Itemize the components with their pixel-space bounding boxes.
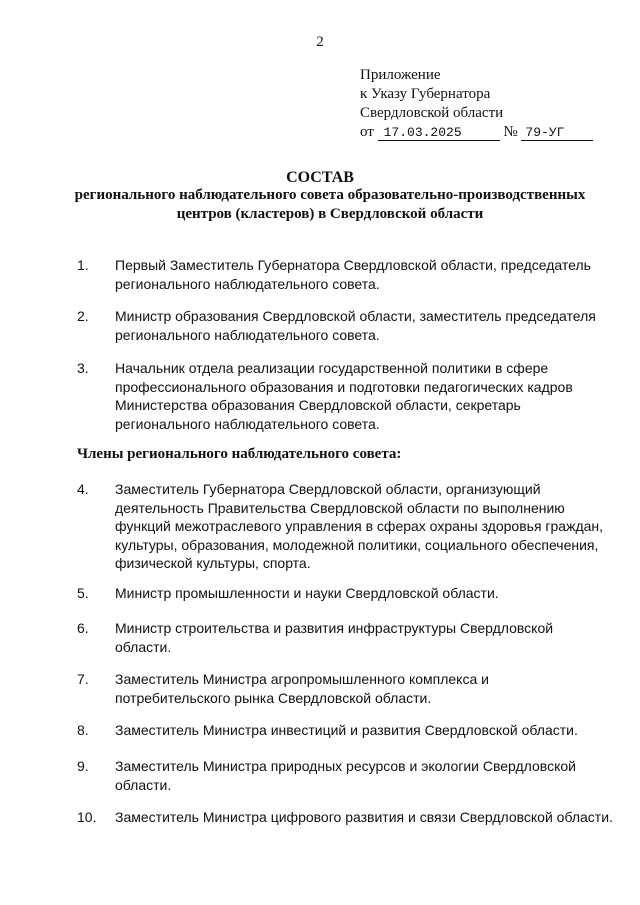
list-item-number: 4. bbox=[77, 481, 89, 497]
document-subtitle: регионального наблюдательного совета образовательно-производственных центров (кластеров) в Свердловской области bbox=[74, 187, 586, 222]
list-item-number: 5. bbox=[77, 585, 89, 601]
appendix-line-3: Свердловской области bbox=[360, 105, 504, 121]
list-item-text: Заместитель Губернатора Свердловской области, организующий деятельность Правительства Свердловской области по выполнению функций межотраслевого управления в сферах охраны здоровья граждан, культуры, образования, молодежной политики, социального обеспечения, физической культуры, спорта. bbox=[115, 481, 604, 571]
list-item-number: 7. bbox=[77, 671, 89, 687]
list-item-number: 9. bbox=[77, 758, 89, 774]
list-item-text: Начальник отдела реализации государственной политики в сфере профессионального образования и подготовки педагогических кадров Министерства образования Свердловской области, секретарь регионального наблюдательного совета. bbox=[115, 360, 573, 432]
appendix-line-2: к Указу Губернатора bbox=[360, 86, 491, 102]
list-item-text: Министр образования Свердловской области, заместитель председателя регионального наблюдательного совета. bbox=[115, 308, 596, 343]
list-item-text: Заместитель Министра инвестиций и развития Свердловской области. bbox=[115, 722, 578, 738]
members-heading: Члены регионального наблюдательного совета: bbox=[77, 446, 402, 462]
date-prefix: от bbox=[360, 124, 374, 140]
list-item-number: 1. bbox=[77, 257, 89, 273]
list-item-number: 6. bbox=[77, 620, 89, 636]
list-item-number: 10. bbox=[77, 809, 97, 825]
appendix-line-1: Приложение bbox=[360, 67, 441, 83]
document-title: СОСТАВ bbox=[286, 169, 354, 186]
appendix-date-line bbox=[360, 123, 593, 142]
page-number: 2 bbox=[316, 34, 324, 50]
list-item-number: 8. bbox=[77, 722, 89, 738]
number-sign: № bbox=[503, 124, 518, 140]
list-item-text: Министр промышленности и науки Свердловской области. bbox=[115, 585, 499, 601]
appendix-block bbox=[360, 66, 593, 142]
list-item-number: 2. bbox=[77, 308, 89, 324]
list-item-text: Заместитель Министра природных ресурсов и экологии Свердловской области. bbox=[115, 758, 576, 793]
list-item-text: Министр строительства и развития инфраструктуры Свердловской области. bbox=[115, 620, 554, 655]
list-item-text: Заместитель Министра агропромышленного комплекса и потребительского рынка Свердловской области. bbox=[115, 671, 489, 706]
decree-date: 17.03.2025 bbox=[378, 125, 500, 141]
decree-number: 79-УГ bbox=[521, 125, 593, 141]
list-item-number: 3. bbox=[77, 360, 89, 376]
list-item-text: Первый Заместитель Губернатора Свердловской области, председатель регионального наблюдательного совета. bbox=[115, 257, 591, 292]
list-item-text: Заместитель Министра цифрового развития и связи Свердловской области. bbox=[115, 809, 613, 825]
